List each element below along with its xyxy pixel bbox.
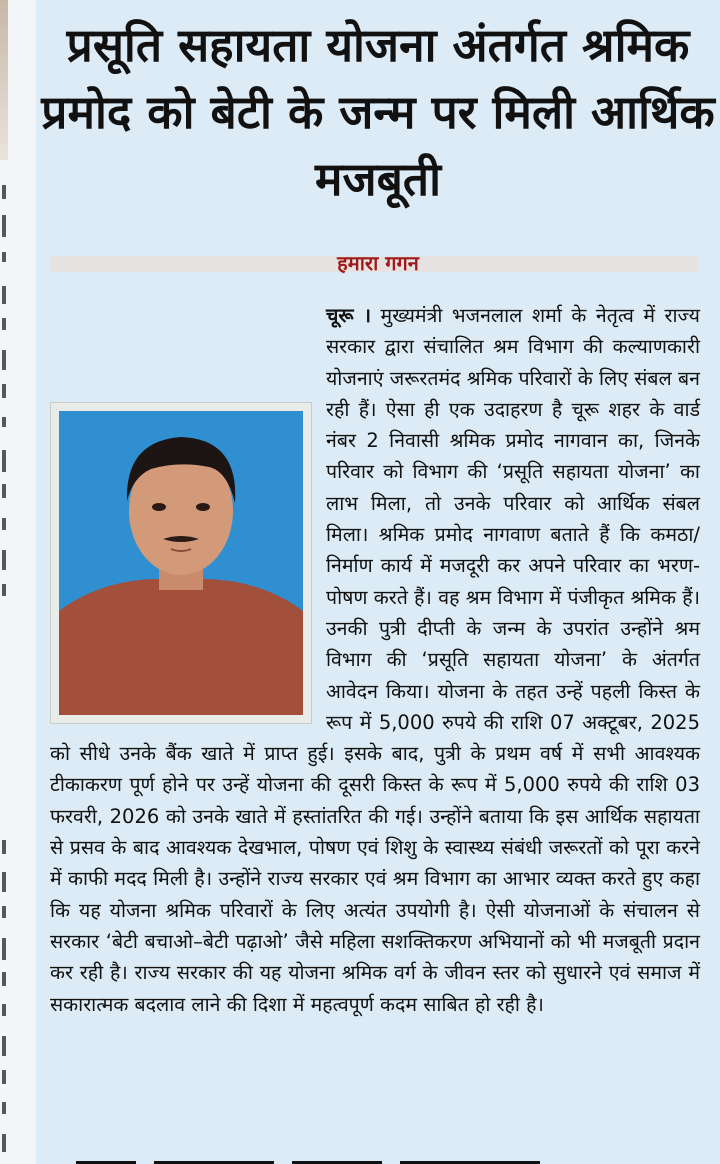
portrait-photo bbox=[50, 402, 312, 724]
byline: हमारा गगन bbox=[337, 251, 419, 275]
dateline: चूरू । bbox=[326, 304, 372, 327]
previous-article-cutoff bbox=[56, 0, 416, 10]
article-body-text: मुख्यमंत्री भजनलाल शर्मा के नेतृत्व में राज्य सरकार द्वारा संचालित श्रम विभाग की कल्याणकारी योजनाएं जरूरतमंद श्रमिक परिवारों के लिए संबल बन रही हैं। ऐसा ही एक उदाहरण है चूरू शहर के वार्ड नंबर 2 निवासी श्रमिक प्रमोद नागवान का, जिनके परिवार को विभाग की ‘प्रसूति सहायता योजना’ का लाभ मिला, तो उनके परिवार को आर्थिक संबल मिला। श्रमिक प्रमोद नागवाण बताते हैं कि कमठा/निर्माण कार्य में मजदूरी कर अपने परिवार का भरण-पोषण करते हैं। वह श्रम विभाग में पंजीकृत श्रमिक हैं। उनकी पुत्री दीप्ती के जन्म के उपरांत उन्होंने श्रम विभाग की ‘प्रसूति सहायता योजना’ के अंतर्गत आवेदन किया। योजना के तहत उन्हें पहली किस्त के रूप में 5,000 रुपये की राशि 07 अक्टूबर, 2025 को सीधे उनके बैंक खाते में प्राप्त हुई। इसके बाद, पुत्री के प्रथम वर्ष में सभी आवश्यक टीकाकरण पूर्ण होने पर उन्हें योजना की दूसरी किस्त के रूप में 5,000 रुपये की राशि 03 फरवरी, 2026 को उनके खाते में हस्तांतरित की गई। उन्होंने बताया कि इस आर्थिक सहायता से प्रसव के बाद आवश्यक देखभाल, पोषण एवं शिशु के स्वास्थ्य संबंधी जरूरतों को पूरा करने में काफी मदद मिली है। उन्होंने राज्य सरकार एवं श्रम विभाग का आभार व्यक्त करते हुए कहा कि यह योजना श्रमिक परिवारों के लिए अत्यंत उपयोगी है। ऐसी योजनाओं के संचालन से सरकार ‘बेटी बचाओ–बेटी पढ़ाओ’ जैसे महिला सशक्तिकरण अभियानों को भी मजबूती प्रदान कर रही है। राज्य सरकार की यह योजना श्रमिक वर्ग के जीवन स्तर को सुधारने एवं समाज में सकारात्मक बदलाव लाने की दिशा में महत्वपूर्ण कदम साबित हो रही है। bbox=[50, 304, 700, 1016]
article-body bbox=[50, 300, 700, 1020]
adjacent-column-edge bbox=[0, 0, 37, 1164]
next-article-cutoff bbox=[76, 1154, 596, 1164]
article-headline: प्रसूति सहायता योजना अंतर्गत श्रमिक प्रमोद को बेटी के जन्म पर मिली आर्थिक मजबूती bbox=[41, 18, 715, 206]
person-portrait-image bbox=[59, 411, 303, 715]
adjacent-photo-edge bbox=[0, 0, 8, 160]
news-article bbox=[36, 0, 720, 1164]
